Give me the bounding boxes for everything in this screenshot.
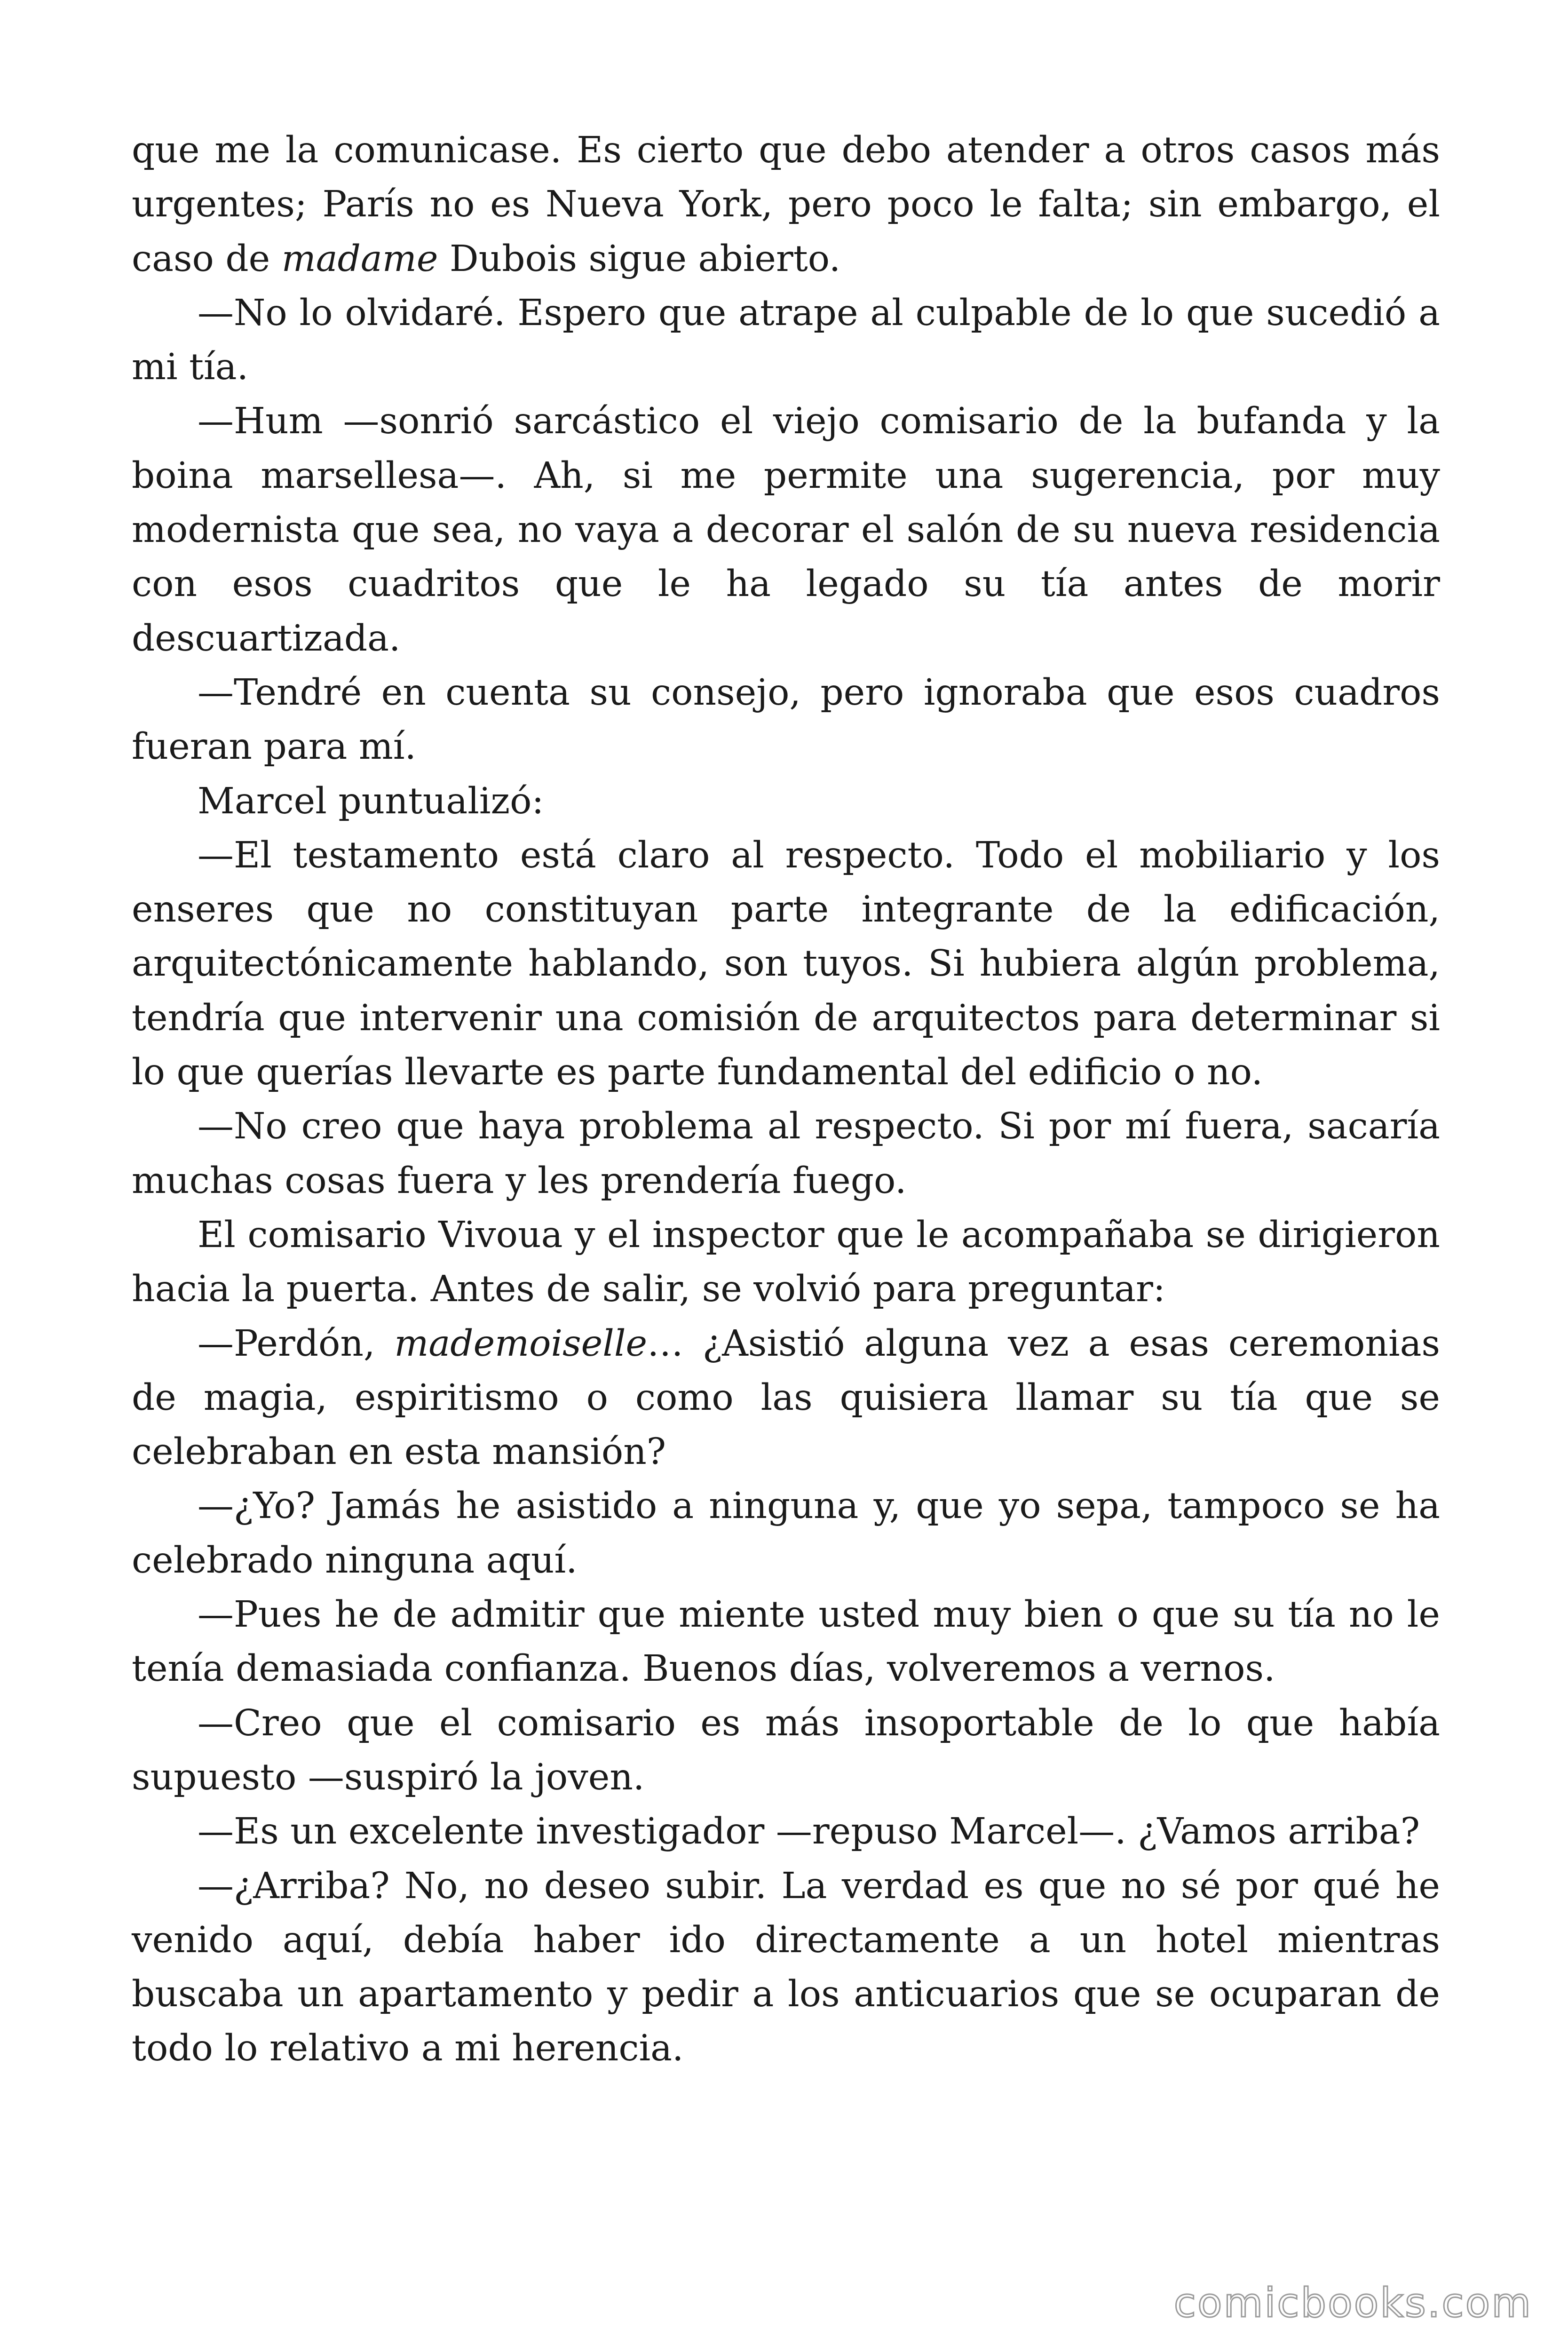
paragraph bbox=[132, 828, 1440, 1099]
paragraph bbox=[132, 1208, 1440, 1317]
body-text bbox=[132, 123, 1440, 2076]
paragraph bbox=[132, 1696, 1440, 1805]
text-run: Marcel puntualizó: bbox=[198, 780, 544, 822]
paragraph bbox=[132, 1859, 1440, 2076]
paragraph bbox=[132, 1804, 1440, 1859]
text-run: —El testamento está claro al respecto. Todo el mobiliario y los enseres que no constituyan parte integrante de la edificación, arquitectónicamente hablando, son tuyos. Si hubiera algún problema, tendría que intervenir una comisión de arquitectos para determinar si lo que querías llevarte es parte fundamental del edificio o no. bbox=[132, 834, 1440, 1094]
text-run: El comisario Vivoua y el inspector que le acompañaba se dirigieron hacia la puerta. Antes de salir, se volvió para preguntar: bbox=[132, 1214, 1440, 1311]
paragraph bbox=[132, 394, 1440, 665]
text-run: —Es un excelente investigador —repuso Marcel—. ¿Vamos arriba? bbox=[198, 1811, 1420, 1853]
text-run: —Perdón, bbox=[198, 1322, 395, 1365]
paragraph bbox=[132, 774, 1440, 828]
text-run: —Hum —sonrió sarcástico el viejo comisario de la bufanda y la boina marsellesa—. Ah, si me permite una sugerencia, por muy modernista que sea, no vaya a decorar el salón de su nueva residencia con esos cuadritos que le ha legado su tía antes de morir descuartizada. bbox=[132, 400, 1440, 660]
italic-text: madame bbox=[281, 238, 438, 280]
text-run: —¿Yo? Jamás he asistido a ninguna y, que yo sepa, tampoco se ha celebrado ninguna aquí. bbox=[132, 1485, 1440, 1581]
text-run: —No creo que haya problema al respecto. Si por mí fuera, sacaría muchas cosas fuera y les prendería fuego. bbox=[132, 1105, 1440, 1202]
text-run: —No lo olvidaré. Espero que atrape al culpable de lo que sucedió a mi tía. bbox=[132, 292, 1440, 389]
text-run: —Creo que el comisario es más insoportable de lo que había supuesto —suspiró la joven. bbox=[132, 1702, 1440, 1798]
paragraph bbox=[132, 123, 1440, 286]
paragraph bbox=[132, 1588, 1440, 1696]
paragraph bbox=[132, 286, 1440, 395]
text-run: … ¿Asistió alguna vez a esas ceremonias de magia, espiritismo o como las quisiera llamar su tía que se celebraban en esta mansión? bbox=[132, 1322, 1441, 1473]
paragraph bbox=[132, 1479, 1440, 1588]
paragraph bbox=[132, 666, 1440, 774]
paragraph bbox=[132, 1099, 1440, 1208]
text-run: —¿Arriba? No, no deseo subir. La verdad es que no sé por qué he venido aquí, debía haber ido directamente a un hotel mientras buscaba un apartamento y pedir a los anticuarios que se ocuparan de todo lo relativo a mi herencia. bbox=[132, 1865, 1440, 2070]
text-run: Dubois sigue abierto. bbox=[438, 238, 841, 280]
italic-text: mademoiselle bbox=[394, 1322, 648, 1365]
watermark: comicbooks.com bbox=[1173, 2280, 1532, 2327]
text-run: —Tendré en cuenta su consejo, pero ignoraba que esos cuadros fueran para mí. bbox=[132, 671, 1440, 768]
text-run: que me la comunicase. Es cierto que debo atender a otros casos más urgentes; París no es Nueva York, pero poco le falta; sin embargo, el caso de bbox=[132, 129, 1440, 280]
text-run: —Pues he de admitir que miente usted muy bien o que su tía no le tenía demasiada confianza. Buenos días, volveremos a vernos. bbox=[132, 1594, 1440, 1690]
paragraph bbox=[132, 1317, 1440, 1479]
